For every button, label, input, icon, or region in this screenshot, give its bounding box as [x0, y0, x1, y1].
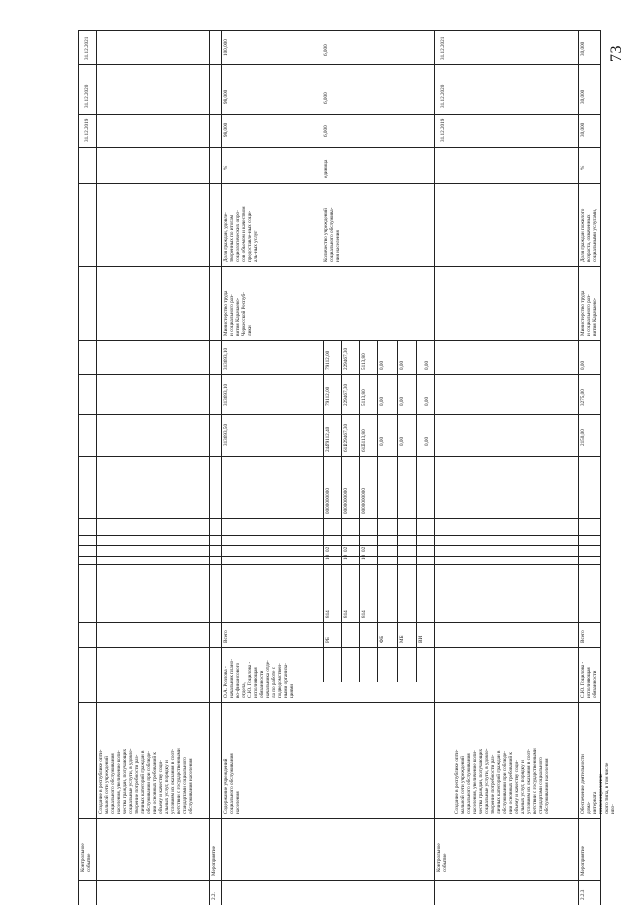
target-value: 6,000 [323, 125, 329, 137]
col-line [78, 880, 600, 881]
col-line [78, 818, 600, 819]
amount-cell: 229467,30 [343, 347, 349, 370]
budget-code: 611 [343, 444, 349, 452]
target-value: 98,000 [223, 89, 229, 104]
funding-source-total: Всего [223, 630, 229, 643]
control-event-label: Контрольное событие [80, 843, 92, 872]
date-header: 31.12.2020 [84, 84, 90, 108]
executor: Министерство труда и социального раз- вития Карачаево- [580, 290, 598, 336]
date-header: 31.12.2019 [440, 118, 446, 142]
col-line [78, 518, 600, 519]
amount-cell: 0,00 [424, 396, 430, 406]
col-line [78, 564, 600, 565]
event-number: 2.2.3 [580, 889, 586, 900]
col-line [78, 30, 600, 31]
amount-total: 2150,00 [580, 429, 586, 446]
funding-source: РБ [325, 637, 331, 643]
budget-code: 02 [361, 546, 367, 552]
col-line [78, 374, 600, 375]
col-line [78, 414, 600, 415]
amount-total: 3275,00 [580, 389, 586, 406]
target-value: 30,000 [580, 41, 586, 56]
amount-total: 313693,10 [223, 347, 229, 370]
row-line [578, 30, 579, 905]
funding-source: МБ [399, 635, 405, 643]
target-value: 6,000 [323, 44, 329, 56]
row-line [221, 30, 222, 905]
budget-code: 10 [325, 554, 331, 560]
amount-cell: 0,00 [424, 436, 430, 446]
budget-code: 10 [361, 554, 367, 560]
amount-cell: 0,00 [379, 396, 385, 406]
sub-row-line [359, 340, 360, 682]
amount-cell: 0,00 [379, 360, 385, 370]
indicator-unit: % [580, 165, 586, 170]
budget-code: 0000000000 [343, 488, 349, 514]
budget-code: 02 [343, 546, 349, 552]
amount-cell: 0,00 [399, 436, 405, 446]
control-event-description: Создание в республике опти- мальной сети учреждений социального обслуживания населения, увеличение коли- чества граждан, получающих социальные услуги, в удовле- творение потребности раз- личных категорий граждан в обслуживании при соблюде- нии основных требований к объему и качеству соци- альных услуг, порядку и условиям их оказания в соот- ветствии с государственными стандартами социального обслуживания населения [454, 748, 550, 814]
control-event-label: Контрольное событие [436, 843, 448, 872]
col-line [78, 647, 600, 648]
col-line [78, 147, 600, 148]
event-description: Содержание учреждений социального обслуживания населения [223, 753, 241, 814]
event-description: Обеспечение деятельности дома- интерната психоневрологиче- ского типа, в том числе ипо- [580, 754, 616, 814]
sub-row-line [416, 340, 417, 682]
indicator-unit: единица [323, 159, 329, 178]
col-line [78, 340, 600, 341]
sub-row-line [397, 340, 398, 682]
amount-total: 313693,10 [223, 383, 229, 406]
row-line [434, 30, 435, 905]
indicator-unit: % [223, 165, 229, 170]
date-header: 31.12.2019 [84, 118, 90, 142]
funding-source: ФБ [379, 635, 385, 643]
budget-code: 814 [361, 610, 367, 618]
sub-row-line [341, 340, 342, 682]
col-line [78, 535, 600, 536]
amount-cell: 229467,30 [343, 423, 349, 446]
col-line [78, 702, 600, 703]
sub-row-line [323, 340, 324, 682]
amount-cell: 79112,00 [325, 386, 331, 406]
sub-row-line [377, 340, 378, 682]
col-line [78, 64, 600, 65]
amount-cell: 0,00 [424, 360, 430, 370]
event-type: Мероприятие [580, 846, 586, 876]
budget-code: 02 [325, 546, 331, 552]
table-border-left [78, 30, 79, 905]
amount-total: 313693,50 [223, 423, 229, 446]
col-line [78, 114, 600, 115]
amount-total: 0,00 [580, 360, 586, 370]
col-line [78, 622, 600, 623]
control-event-description: Создание в республике опти- мальной сети учреждений социального обслуживания населения, увеличение коли- чества граждан, получающих социальные услуги, в удовле- творение потребности раз- личных категорий граждан в обслуживании при соблюде- нии основных требований к объему и качеству соци- альных услуг, порядку и условиям их оказания в соот- ветствии с государственными стандартами социального обслуживания населения [98, 748, 194, 814]
funding-source-total: Всего [580, 630, 586, 643]
target-value: 6,000 [323, 92, 329, 104]
date-header: 31.12.2020 [440, 84, 446, 108]
budget-code: 612 [361, 444, 367, 452]
indicator: Доля граждан, удовле- творенных по итогам социологических опро- сов объемом и качеством предоставле-ных соци- аль-ных услуг [223, 206, 259, 262]
amount-cell: 0,00 [399, 360, 405, 370]
col-line [78, 545, 600, 546]
amount-cell: 5113,80 [361, 389, 367, 406]
col-line [78, 183, 600, 184]
col-line [78, 456, 600, 457]
col-line [78, 266, 600, 267]
amount-cell: 79112,40 [325, 426, 331, 446]
budget-code: 0000000000 [361, 488, 367, 514]
executor: Министерство труда и социального раз- вития Карачаево- Черкесской Респуб- лики [223, 290, 253, 336]
indicator: Доля граждан пожилого возраста, охваченных социальными услугами, [580, 208, 598, 262]
budget-code: 0000000000 [325, 488, 331, 514]
page-number: 73 [608, 45, 625, 62]
event-number: 2.2. [211, 892, 217, 900]
responsible-person: С.Ю. Гоцилова - исполняющая обязанности [580, 661, 598, 698]
budget-code: 814 [325, 610, 331, 618]
date-header: 31.12.2021 [440, 36, 446, 60]
funding-source: ВИ [418, 635, 424, 643]
responsible-person: О.А. Розлова - начальник плано- во-финансового отдела, С.Ю. Гоцилова - исполняющая обязанности начальника отде- ла по работе с подведомствен- ными организа- циями [223, 659, 295, 698]
target-value: 100,000 [223, 39, 229, 56]
col-line [78, 556, 600, 557]
target-value: 30,000 [580, 122, 586, 137]
amount-cell: 79112,00 [325, 350, 331, 370]
amount-cell: 5113,80 [361, 353, 367, 370]
amount-cell: 0,00 [379, 436, 385, 446]
event-type: Мероприятие [211, 846, 217, 876]
amount-cell: 5113,80 [361, 429, 367, 446]
row-line [209, 30, 210, 905]
target-value: 30,000 [580, 89, 586, 104]
budget-code: 814 [343, 610, 349, 618]
indicator: Количество учреждений социального обслужива- ния населения [323, 207, 341, 262]
amount-cell: 0,00 [399, 396, 405, 406]
amount-cell: 229467,30 [343, 383, 349, 406]
row-line [96, 30, 97, 905]
budget-code: 10 [343, 554, 349, 560]
budget-code: 244 [325, 444, 331, 452]
target-value: 98,000 [223, 122, 229, 137]
date-header: 31.12.2021 [84, 36, 90, 60]
